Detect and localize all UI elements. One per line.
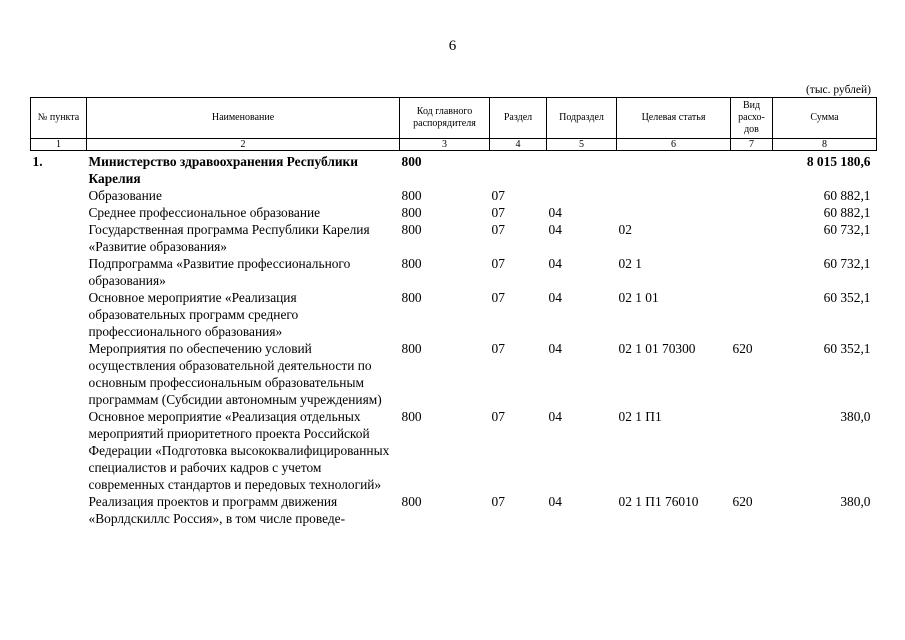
target-cell: 02 1 П1 76010 xyxy=(618,494,699,509)
sum-cell: 60 882,1 xyxy=(823,205,871,220)
table-row xyxy=(31,340,877,408)
subsection-cell: 04 xyxy=(548,494,562,509)
subsection-cell: 04 xyxy=(548,341,562,356)
expense-type-cell xyxy=(731,255,773,289)
subsection-cell xyxy=(547,187,617,204)
name-cell: Министерство здравоохранения Республики Карелия xyxy=(88,154,358,186)
name-cell: Основное мероприятие «Реализация образовательных программ среднего профессионального образования» xyxy=(88,290,299,339)
expense-type-cell: 620 xyxy=(732,494,753,509)
name-cell: Подпрограмма «Развитие профессионального образования» xyxy=(88,256,351,288)
column-header: Наименование xyxy=(87,98,400,139)
expense-type-cell xyxy=(731,151,773,188)
sum-cell: 8 015 180,6 xyxy=(806,154,871,169)
section-cell: 07 xyxy=(491,222,505,237)
code-cell: 800 xyxy=(401,341,422,356)
expense-type-cell xyxy=(731,221,773,255)
column-number: 6 xyxy=(617,139,731,151)
sum-cell: 380,0 xyxy=(840,494,871,509)
column-number: 8 xyxy=(773,139,877,151)
expense-type-cell xyxy=(731,204,773,221)
subsection-cell: 04 xyxy=(548,256,562,271)
name-cell: Образование xyxy=(88,188,162,203)
section-cell: 07 xyxy=(491,205,505,220)
item-number-cell xyxy=(31,340,87,408)
target-cell: 02 1 01 70300 xyxy=(618,341,696,356)
table-row xyxy=(31,204,877,221)
item-number-cell xyxy=(31,204,87,221)
sum-cell: 60 732,1 xyxy=(823,222,871,237)
sum-cell: 60 352,1 xyxy=(823,290,871,305)
code-cell: 800 xyxy=(401,409,422,424)
section-cell: 07 xyxy=(491,290,505,305)
sum-cell: 380,0 xyxy=(840,409,871,424)
column-header: Код главного распорядителя xyxy=(400,98,490,139)
column-number: 7 xyxy=(731,139,773,151)
section-cell: 07 xyxy=(491,494,505,509)
target-cell xyxy=(617,204,731,221)
column-number: 1 xyxy=(31,139,87,151)
code-cell: 800 xyxy=(401,494,422,509)
section-cell: 07 xyxy=(491,256,505,271)
item-number-cell xyxy=(31,408,87,493)
target-cell: 02 xyxy=(618,222,632,237)
table-row xyxy=(31,221,877,255)
column-number: 5 xyxy=(547,139,617,151)
table-row xyxy=(31,151,877,188)
budget-table xyxy=(30,97,877,527)
code-cell: 800 xyxy=(401,154,422,169)
code-cell: 800 xyxy=(401,290,422,305)
code-cell: 800 xyxy=(401,205,422,220)
target-cell: 02 1 П1 xyxy=(618,409,662,424)
expense-type-cell xyxy=(731,187,773,204)
item-number-cell xyxy=(31,289,87,340)
section-cell xyxy=(490,151,547,188)
subsection-cell: 04 xyxy=(548,409,562,424)
column-number: 2 xyxy=(87,139,400,151)
sum-cell: 60 352,1 xyxy=(823,341,871,356)
column-header: Раздел xyxy=(490,98,547,139)
expense-type-cell xyxy=(731,408,773,493)
target-cell: 02 1 01 xyxy=(618,290,659,305)
item-number-cell xyxy=(31,187,87,204)
table-row xyxy=(31,255,877,289)
target-cell xyxy=(617,187,731,204)
expense-type-cell: 620 xyxy=(732,341,753,356)
subsection-cell: 04 xyxy=(548,222,562,237)
code-cell: 800 xyxy=(401,222,422,237)
column-header: Сумма xyxy=(773,98,877,139)
name-cell: Мероприятия по обеспечению условий осуществления образовательной деятельности по основным профессиональным образовательным программам (Субсидии автономным учреждениям) xyxy=(88,341,382,407)
expense-type-cell xyxy=(731,289,773,340)
column-number: 3 xyxy=(400,139,490,151)
subsection-cell: 04 xyxy=(548,205,562,220)
target-cell: 02 1 xyxy=(618,256,642,271)
table-body xyxy=(31,151,877,528)
subsection-cell xyxy=(547,151,617,188)
column-number-row xyxy=(31,139,877,151)
name-cell: Основное мероприятие «Реализация отдельных мероприятий приоритетного проекта Российской Федерации «Подготовка высококвалифицированных специалистов и рабочих кадров с учетом современных стандартов и передовых технологий» xyxy=(88,409,390,492)
table-row xyxy=(31,289,877,340)
code-cell: 800 xyxy=(401,188,422,203)
column-header: Подраздел xyxy=(547,98,617,139)
table-row xyxy=(31,493,877,527)
column-header: № пункта xyxy=(31,98,87,139)
sum-cell: 60 732,1 xyxy=(823,256,871,271)
column-header: Вид расхо-дов xyxy=(731,98,773,139)
section-cell: 07 xyxy=(491,409,505,424)
column-header: Целевая статья xyxy=(617,98,731,139)
name-cell: Среднее профессиональное образование xyxy=(88,205,321,220)
code-cell: 800 xyxy=(401,256,422,271)
name-cell: Реализация проектов и программ движения «Ворлдскиллс Россия», в том числе проведе- xyxy=(88,494,346,526)
subsection-cell: 04 xyxy=(548,290,562,305)
units-note: (тыс. рублей) xyxy=(805,84,871,96)
target-cell xyxy=(617,151,731,188)
column-number: 4 xyxy=(490,139,547,151)
table-row xyxy=(31,187,877,204)
page-number: 6 xyxy=(448,38,457,54)
table-row xyxy=(31,408,877,493)
name-cell: Государственная программа Республики Карелия «Развитие образования» xyxy=(88,222,370,254)
section-cell: 07 xyxy=(491,188,505,203)
item-number-cell xyxy=(31,255,87,289)
item-number-cell xyxy=(31,493,87,527)
section-cell: 07 xyxy=(491,341,505,356)
item-number-cell: 1. xyxy=(32,154,43,169)
sum-cell: 60 882,1 xyxy=(823,188,871,203)
item-number-cell xyxy=(31,221,87,255)
table-header-row xyxy=(31,98,877,139)
